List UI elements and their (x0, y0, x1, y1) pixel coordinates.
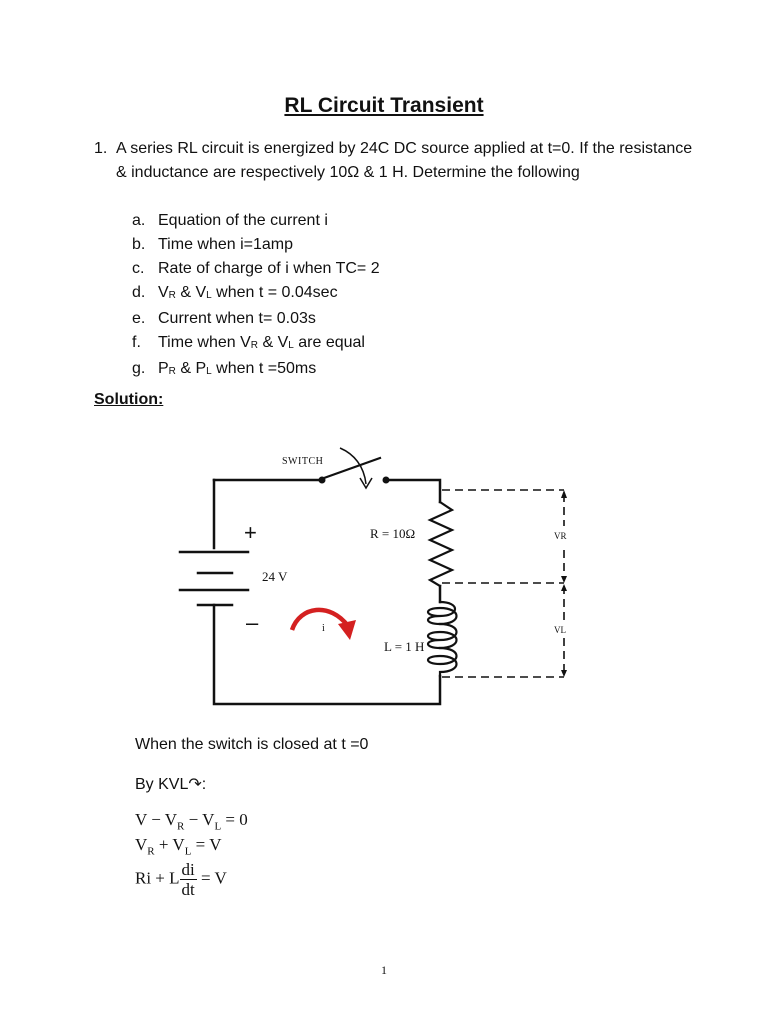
plus-sign: + (244, 520, 257, 545)
eq-subscript: L (184, 845, 192, 858)
kvl-text: By KVL↷: (135, 776, 207, 793)
rl-circuit-diagram (170, 440, 590, 720)
problem-statement: A series RL circuit is energized by 24C DC source applied at t=0. If the resistance & inductance are respectively 10Ω & 1 H. Determine the following (116, 140, 693, 181)
part-text (158, 357, 316, 383)
part-e (132, 307, 380, 331)
part-letter: c. (132, 260, 145, 277)
eq-subscript: R (177, 820, 185, 833)
part-text-pre: Time when V (158, 334, 251, 351)
part-text-post: when t = 0.04sec (211, 284, 338, 301)
part-letter: a. (132, 212, 146, 229)
page-title: RL Circuit Transient (284, 94, 484, 117)
vr-arrow-down (561, 576, 567, 583)
part-letter: b. (132, 236, 146, 253)
part-text: Equation of the current i (158, 212, 328, 229)
minus-sign: – (246, 610, 259, 635)
eq-part: = V (191, 835, 222, 854)
problem-number: 1. (94, 140, 108, 157)
part-text (158, 331, 365, 357)
part-letter: f. (132, 334, 141, 351)
part-a (132, 209, 380, 233)
current-label: i (322, 623, 325, 634)
inductor-label: L = 1 H (384, 639, 425, 654)
part-text-mid: & P (175, 360, 207, 377)
vl-label: VL (554, 625, 566, 635)
vl-arrow-up (561, 584, 567, 591)
part-text-mid: & V (175, 284, 207, 301)
vr-arrow-up (561, 490, 567, 498)
eq-part: V − V (135, 810, 178, 829)
inductor-coil-2 (428, 624, 457, 648)
part-text: Time when i=1amp (158, 236, 294, 253)
eq-part: + V (154, 835, 185, 854)
resistor-symbol (430, 502, 452, 586)
part-text: Rate of charge of i when TC= 2 (158, 260, 380, 277)
eq-subscript: L (214, 820, 222, 833)
vl-arrow-down (561, 670, 567, 677)
wire-top-right (388, 480, 440, 502)
part-text-post: when t =50ms (211, 360, 317, 377)
switch-terminal-left (319, 477, 326, 484)
current-arrow (292, 610, 348, 630)
part-text-mid: & V (258, 334, 289, 351)
resistor-label: R = 10Ω (370, 526, 416, 541)
part-b (132, 233, 380, 257)
problem-parts-list (132, 209, 380, 383)
part-text: Current when t= 0.03s (158, 310, 316, 327)
part-c (132, 257, 380, 281)
switch-blade (324, 458, 380, 478)
part-text (158, 281, 338, 307)
switch-terminal-right (383, 477, 390, 484)
subscript: R (168, 290, 176, 301)
part-text-post: are equal (293, 334, 365, 351)
equation-3 (135, 860, 227, 899)
part-text-pre: P (158, 360, 169, 377)
part-f (132, 331, 380, 357)
part-letter: e. (132, 310, 146, 327)
fraction-denominator: dt (181, 880, 195, 899)
subscript: L (288, 340, 294, 351)
eq-part: − V (184, 810, 215, 829)
part-text-pre: V (158, 284, 169, 301)
part-g (132, 357, 380, 383)
source-label: 24 V (262, 569, 288, 584)
vr-label: VR (554, 531, 567, 541)
fraction-di-dt (180, 860, 197, 899)
current-arrow-head (338, 620, 356, 640)
part-d (132, 281, 380, 307)
eq-subscript: R (147, 845, 155, 858)
equation-1 (135, 810, 248, 832)
page-number: 1 (381, 963, 387, 977)
subscript: L (206, 290, 212, 301)
subscript: R (250, 340, 259, 351)
inductor-coil-3 (428, 648, 457, 676)
subscript: R (168, 366, 176, 377)
eq-part: Ri + L (135, 868, 180, 888)
eq-part: = 0 (221, 810, 248, 829)
switch-label: SWITCH (282, 456, 324, 467)
inductor-coil-1 (428, 602, 457, 624)
switch-arrow (340, 448, 366, 484)
fraction-numerator: di (181, 860, 195, 879)
eq-part: V (135, 835, 148, 854)
equation-2 (135, 835, 221, 857)
solution-heading: Solution: (94, 391, 164, 408)
problem-1 (94, 137, 694, 185)
part-letter: d. (132, 284, 146, 301)
part-letter: g. (132, 360, 146, 377)
subscript: L (206, 366, 212, 377)
eq-part: = V (201, 868, 227, 888)
switch-closed-text: When the switch is closed at t =0 (135, 736, 369, 753)
